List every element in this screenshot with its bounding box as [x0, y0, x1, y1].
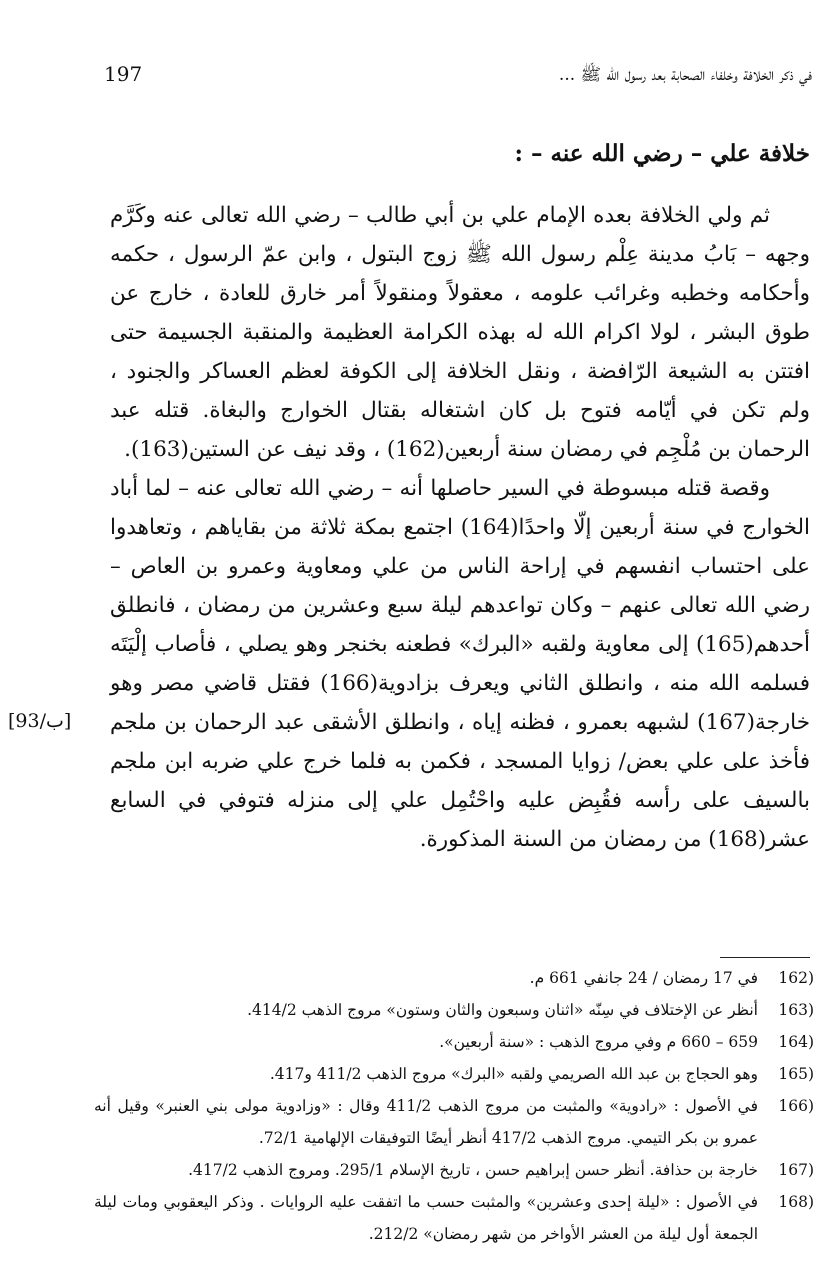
footnotes — [94, 962, 814, 1250]
footnote — [94, 1154, 814, 1186]
manuscript-folio-reference: [93/ب] — [8, 710, 72, 732]
footnote-text: خارجة بن حذافة. أنظر حسن إبراهيم حسن ، تاريخ الإسلام 295/1. ومروج الذهب 417/2. — [188, 1161, 758, 1179]
footnote — [94, 1058, 814, 1090]
footnote-number: (162 — [778, 969, 814, 987]
footnote-text: في الأصول : «ليلة إحدى وعشرين» والمثبت حسب ما اتفقت عليه الروايات . وذكر اليعقوبي ومات ليلة الجمعة أول ليلة من العشر الأواخر من شهر رمضان» 212/2. — [94, 1193, 758, 1243]
footnote-number: (165 — [778, 1065, 814, 1083]
footnote-text: 659 – 660 م وفي مروج الذهب : «سنة أربعين». — [439, 1033, 758, 1051]
paragraph: وقصة قتله مبسوطة في السير حاصلها أنه – رضي الله تعالى عنه – لما أباد الخوارج في سنة أربعين إلّا واحدًا(164) اجتمع بمكة ثلاثة من بقاياهم ، وتعاهدوا على احتساب انفسهم في إراحة الناس من علي ومعاوية وعمرو بن العاص – رضي الله تعالى عنهم – وكان تواعدهم ليلة سبع وعشرين من رمضان ، فانطلق أحدهم(165) إلى معاوية ولقبه «البرك» فطعنه بخنجر وهو يصلي ، فأصاب إلْيَتَه فسلمه الله منه ، وانطلق الثاني ويعرف بزادوية(166) فقتل قاضي مصر وهو خارجة(167) لشبهه بعمرو ، فظنه إياه ، وانطلق الأشقى عبد الرحمان بن ملجم فأخذ على علي بعض/ زوايا المسجد ، فكمن به فلما خرج علي ضربه ابن ملجم بالسيف على رأسه فقُبِض عليه واحْتُمِل علي إلى منزله فتوفي في السابع عشر(168) من رمضان من السنة المذكورة. — [110, 476, 810, 852]
footnote-number: (166 — [778, 1097, 814, 1115]
footnote-text: وهو الحجاج بن عبد الله الصريمي ولقبه «البرك» مروج الذهب 411/2 و417. — [269, 1065, 758, 1083]
footnote-text: في الأصول : «رادوية» والمثبت من مروج الذهب 411/2 وقال : «وزادوية مولى بني العنبر» وقيل أنه عمرو بن بكر التيمي. مروج الذهب 417/2 أنظر أيضًا التوفيقات الإلهامية 72/1. — [94, 1097, 758, 1147]
paragraph: ثم ولي الخلافة بعده الإمام علي بن أبي طالب – رضي الله تعالى عنه وكَرَّم وجهه – بَابُ مدينة عِلْم رسول الله ﷺ زوج البتول ، وابن عمّ الرسول ، حكمه وأحكامه وخطبه وغرائب علومه ، معقولاً ومنقولاً أمر خارق للعادة ، خارج عن طوق البشر ، لولا اكرام الله له بهذه الكرامة العظيمة والمنقبة الجسيمة حتى افتتن به الشيعة الرّافضة ، ونقل الخلافة إلى الكوفة لعظم العساكر والجنود ، ولم تكن في أيّامه فتوح بل كان اشتغاله بقتال الخوارج والبغاة. قتله عبد الرحمان بن مُلْجِم في رمضان سنة أربعين(162) ، وقد نيف عن الستين(163). — [110, 203, 810, 462]
main-text — [110, 196, 810, 859]
footnote — [94, 994, 814, 1026]
footnote-number: (163 — [778, 1001, 814, 1019]
page-number: 197 — [104, 62, 143, 86]
footnote-text: أنظر عن الإختلاف في سِنّه «اثنان وسبعون والثان وستون» مروج الذهب 414/2. — [247, 1001, 758, 1019]
footnote — [94, 1026, 814, 1058]
footnote — [94, 962, 814, 994]
running-header-title: في ذكر الخلافة وخلفاء الصحابة بعد رسول الله ﷺ ... — [558, 65, 812, 85]
section-heading: خلافة علي – رضي الله عنه – : — [514, 140, 810, 167]
footnote — [94, 1090, 814, 1154]
footnote-divider — [720, 957, 810, 958]
footnote-number: (167 — [778, 1161, 814, 1179]
footnote-text: في 17 رمضان / 24 جانفي 661 م. — [529, 969, 758, 987]
footnote-number: (164 — [778, 1033, 814, 1051]
footnote-number: (168 — [778, 1193, 814, 1211]
footnote — [94, 1186, 814, 1250]
